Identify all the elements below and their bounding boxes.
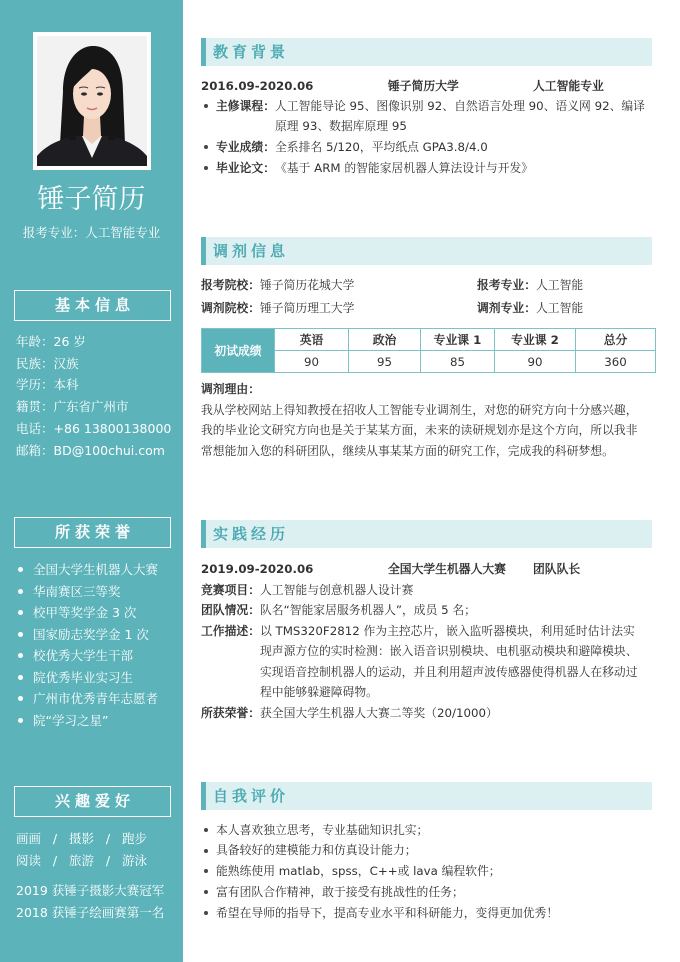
basic-info-label: 籍贯： xyxy=(16,399,54,415)
adjusted-school-value: 锤子简历理工大学 xyxy=(260,300,355,315)
detail-line: 队名“智能家居服务机器人”，成员 5 名； xyxy=(260,603,476,618)
detail-label: 团队情况： xyxy=(201,603,260,618)
score-header-politics: 政治 xyxy=(349,329,421,351)
bullet-icon xyxy=(18,653,23,658)
practice-work xyxy=(201,621,638,703)
header-accent xyxy=(201,782,206,810)
honor-item xyxy=(18,624,158,646)
education-grades xyxy=(201,137,645,158)
detail-line: 《基于 ARM 的智能家居机器人算法设计与开发》 xyxy=(275,160,534,175)
honor-text: 院优秀毕业实习生 xyxy=(33,669,134,685)
bullet-icon xyxy=(18,610,23,615)
self-evaluation-title: 自我评价 xyxy=(213,787,290,805)
honor-text: 全国大学生机器人大赛 xyxy=(33,562,159,577)
candidate-name: 锤子简历 xyxy=(37,184,146,215)
self-evaluation-text: 富有团队合作精神，敢于接受有挑战性的任务； xyxy=(216,884,464,899)
basic-info-label: 邮箱： xyxy=(16,442,54,458)
hobby-item: 跑步 xyxy=(122,831,148,846)
education-summary xyxy=(201,76,655,97)
photo-eye-left xyxy=(81,92,87,95)
basic-info-list xyxy=(16,331,171,461)
basic-info-value: +86 13800138000 xyxy=(53,420,172,436)
self-evaluation-text: 希望在导师的指导下，提高专业水平和科研能力，变得更加优秀！ xyxy=(216,905,559,920)
practice-event: 全国大学生机器人大赛 xyxy=(388,561,506,576)
adjustment-title: 调剂信息 xyxy=(213,242,290,260)
honor-text: 校甲等奖学金 3 次 xyxy=(33,605,137,620)
practice-summary xyxy=(201,559,655,580)
honor-item xyxy=(18,645,158,667)
hobbies-title: 兴趣爱好 xyxy=(14,786,171,817)
adjustment-header xyxy=(201,237,652,265)
basic-info-value: 广东省广州市 xyxy=(53,399,129,415)
honor-item xyxy=(18,581,158,603)
basic-info-label: 电话： xyxy=(16,420,54,436)
hobby-award: 2019 获锤子摄影大赛冠军 xyxy=(16,883,165,898)
header-accent xyxy=(201,520,206,548)
detail-label: 所获荣誉： xyxy=(201,705,260,720)
honor-text: 华南赛区三等奖 xyxy=(33,583,121,599)
basic-info-degree xyxy=(16,374,171,396)
adjusted-major-label: 调剂专业： xyxy=(477,300,536,315)
bullet-icon xyxy=(204,145,208,149)
detail-label: 主修课程： xyxy=(216,98,275,113)
score-value-major-2: 90 xyxy=(495,351,576,373)
honor-item xyxy=(18,710,158,732)
scores-row-label: 初试成绩 xyxy=(202,329,275,373)
adjusted-row xyxy=(201,298,655,319)
target-major: 报考专业：人工智能专业 xyxy=(22,225,161,240)
detail-value xyxy=(275,137,488,158)
detail-line: 人工智能与创意机器人设计赛 xyxy=(260,582,414,597)
bullet-icon xyxy=(18,718,23,723)
honor-text: 广州市优秀青年志愿者 xyxy=(33,691,159,706)
bullet-icon xyxy=(204,849,208,853)
scores-table xyxy=(201,328,656,373)
hobby-item: 旅游 xyxy=(69,852,95,868)
detail-value xyxy=(260,703,498,724)
adjusted-school xyxy=(201,298,354,319)
adjusted-major-value: 人工智能 xyxy=(536,300,584,315)
education-details xyxy=(201,96,645,179)
hobby-item: 画画 xyxy=(16,831,42,846)
basic-info-value: 汉族 xyxy=(53,355,79,371)
detail-label: 竞赛项目： xyxy=(201,582,260,597)
self-evaluation-item xyxy=(201,903,558,924)
photo-eye-right xyxy=(97,92,103,95)
self-evaluation-list xyxy=(201,820,558,924)
hobby-award: 2018 获锤子绘画赛第一名 xyxy=(16,904,165,920)
adjusted-school-label: 调剂院校： xyxy=(201,300,260,315)
honor-text: 国家励志奖学金 1 次 xyxy=(33,626,149,642)
practice-award xyxy=(201,703,638,724)
education-thesis xyxy=(201,158,645,179)
score-value-total: 360 xyxy=(576,351,656,373)
detail-label: 毕业论文： xyxy=(216,160,275,175)
header-accent xyxy=(201,237,206,265)
applied-major-label: 报考专业： xyxy=(477,277,536,292)
detail-line: 以 TMS320F2812 作为主控芯片，嵌入监听器模块，利用延时估计法实 xyxy=(260,623,635,638)
applied-school-label: 报考院校： xyxy=(201,277,260,292)
detail-line: 原理 93、数据库原理 95 xyxy=(275,119,407,134)
detail-value xyxy=(275,96,645,138)
practice-title: 实践经历 xyxy=(213,525,290,543)
practice-details xyxy=(201,580,638,724)
scores-header-row xyxy=(202,329,656,351)
hobby-awards xyxy=(16,880,164,923)
detail-value xyxy=(260,580,413,601)
basic-info-value: 26 岁 xyxy=(53,334,86,349)
detail-value xyxy=(275,158,533,179)
basic-info-label: 学历： xyxy=(16,377,54,393)
bullet-icon xyxy=(204,911,208,915)
practice-role: 团队队长 xyxy=(533,561,581,576)
reason-label-row xyxy=(201,379,655,400)
bullet-icon xyxy=(18,589,23,594)
score-value-english: 90 xyxy=(275,351,349,373)
detail-label: 工作描述： xyxy=(201,623,260,638)
basic-info-title: 基本信息 xyxy=(14,290,171,321)
honor-item xyxy=(18,602,158,624)
hobby-row xyxy=(16,850,147,872)
practice-period: 2019.09-2020.06 xyxy=(201,561,314,576)
honor-text: 校优秀大学生干部 xyxy=(33,648,134,663)
practice-header xyxy=(201,520,652,548)
hobbies-list xyxy=(16,828,147,871)
detail-line: 程中能够躲避障碍物。 xyxy=(260,685,378,700)
hobby-row xyxy=(16,828,147,850)
basic-info-email xyxy=(16,440,171,462)
education-header xyxy=(201,38,652,66)
score-value-major-1: 85 xyxy=(421,351,495,373)
detail-line: 全系排名 5/120，平均纸点 GPA3.8/4.0 xyxy=(275,140,488,155)
detail-line: 现声源方位的实时检测：嵌入语音识别模块、电机驱动模块和避障模块、 xyxy=(260,644,638,659)
detail-value xyxy=(260,621,638,703)
bullet-icon xyxy=(204,166,208,170)
score-value-politics: 95 xyxy=(349,351,421,373)
hobby-item: 游泳 xyxy=(122,852,148,868)
basic-info-label: 民族： xyxy=(16,355,54,371)
detail-value xyxy=(260,600,476,621)
self-evaluation-item xyxy=(201,882,558,903)
honor-item xyxy=(18,667,158,689)
hobby-separator: / xyxy=(52,852,58,868)
profile-photo-image xyxy=(33,32,151,170)
basic-info-value: 本科 xyxy=(53,377,79,393)
honor-text: 院“学习之星” xyxy=(33,712,109,728)
basic-info-label: 年龄： xyxy=(16,334,54,349)
basic-info-ethnicity xyxy=(16,353,171,375)
honor-item xyxy=(18,688,158,710)
score-header-major-2: 专业课 2 xyxy=(495,329,576,351)
score-header-english: 英语 xyxy=(275,329,349,351)
reason-label: 调剂理由： xyxy=(201,381,260,396)
reason-line: 我从学校网站上得知教授在招收人工智能专业调剂生，对您的研究方向十分感兴趣， xyxy=(201,402,638,417)
sidebar xyxy=(0,0,183,962)
hobby-separator: / xyxy=(105,852,111,868)
applied-school xyxy=(201,275,354,296)
adjusted-major xyxy=(477,298,583,319)
reason-line: 我的毕业论文研究方向也是关于某某方面，未来的读研规划亦是这个方向，所以我非 xyxy=(201,423,638,438)
self-evaluation-item xyxy=(201,820,558,841)
basic-info-value: BD@100chui.com xyxy=(53,442,165,458)
hobby-item: 摄影 xyxy=(69,831,95,846)
bullet-icon xyxy=(18,696,23,701)
bullet-icon xyxy=(204,869,208,873)
score-header-major-1: 专业课 1 xyxy=(421,329,495,351)
self-evaluation-text: 具备较好的建模能力和仿真设计能力； xyxy=(216,843,417,858)
education-period: 2016.09-2020.06 xyxy=(201,79,314,93)
education-title: 教育背景 xyxy=(213,43,290,61)
bullet-icon xyxy=(204,104,208,108)
self-evaluation-item xyxy=(201,840,558,861)
self-evaluation-text: 能熟练使用 matlab，spss，C++或 lava 编程软件； xyxy=(216,864,501,879)
reason-paragraph xyxy=(201,400,638,462)
applied-school-value: 锤子简历花城大学 xyxy=(260,277,355,292)
bullet-icon xyxy=(18,567,23,572)
hobby-separator: / xyxy=(52,831,58,846)
self-evaluation-header xyxy=(201,782,652,810)
honors-title: 所获荣誉 xyxy=(14,517,171,548)
basic-info-phone xyxy=(16,418,171,440)
hobby-separator: / xyxy=(105,831,111,846)
practice-project xyxy=(201,580,638,601)
detail-label: 专业成绩： xyxy=(216,140,275,155)
bullet-icon xyxy=(204,890,208,894)
detail-line: 获全国大学生机器人大赛二等奖（20/1000） xyxy=(260,705,498,720)
bullet-icon xyxy=(18,675,23,680)
applied-major-value: 人工智能 xyxy=(536,277,584,292)
applied-major xyxy=(477,275,583,296)
score-header-total: 总分 xyxy=(576,329,656,351)
practice-team xyxy=(201,600,638,621)
profile-photo xyxy=(33,32,151,170)
detail-line: 人工智能导论 95、图像识别 92、自然语言处理 90、语义网 92、编译 xyxy=(275,98,645,113)
honors-list xyxy=(18,559,158,731)
hobby-item: 阅读 xyxy=(16,852,42,868)
education-school: 锤子简历大学 xyxy=(388,79,459,93)
self-evaluation-item xyxy=(201,861,558,882)
detail-line: 实现语音控制机器人的运动，并且利用超声波传感器使得机器人在移动过 xyxy=(260,664,638,679)
education-courses xyxy=(201,96,645,138)
applied-row xyxy=(201,275,655,296)
header-accent xyxy=(201,38,206,66)
bullet-icon xyxy=(18,632,23,637)
basic-info-hometown xyxy=(16,396,171,418)
self-evaluation-text: 本人喜欢独立思考，专业基础知识扎实； xyxy=(216,822,429,837)
basic-info-age xyxy=(16,331,171,353)
bullet-icon xyxy=(204,828,208,832)
reason-line: 常想能加入您的科研团队，继续从事某某方面的研究工作，完成我的科研梦想。 xyxy=(201,443,614,458)
honor-item xyxy=(18,559,158,581)
education-major: 人工智能专业 xyxy=(533,79,604,93)
